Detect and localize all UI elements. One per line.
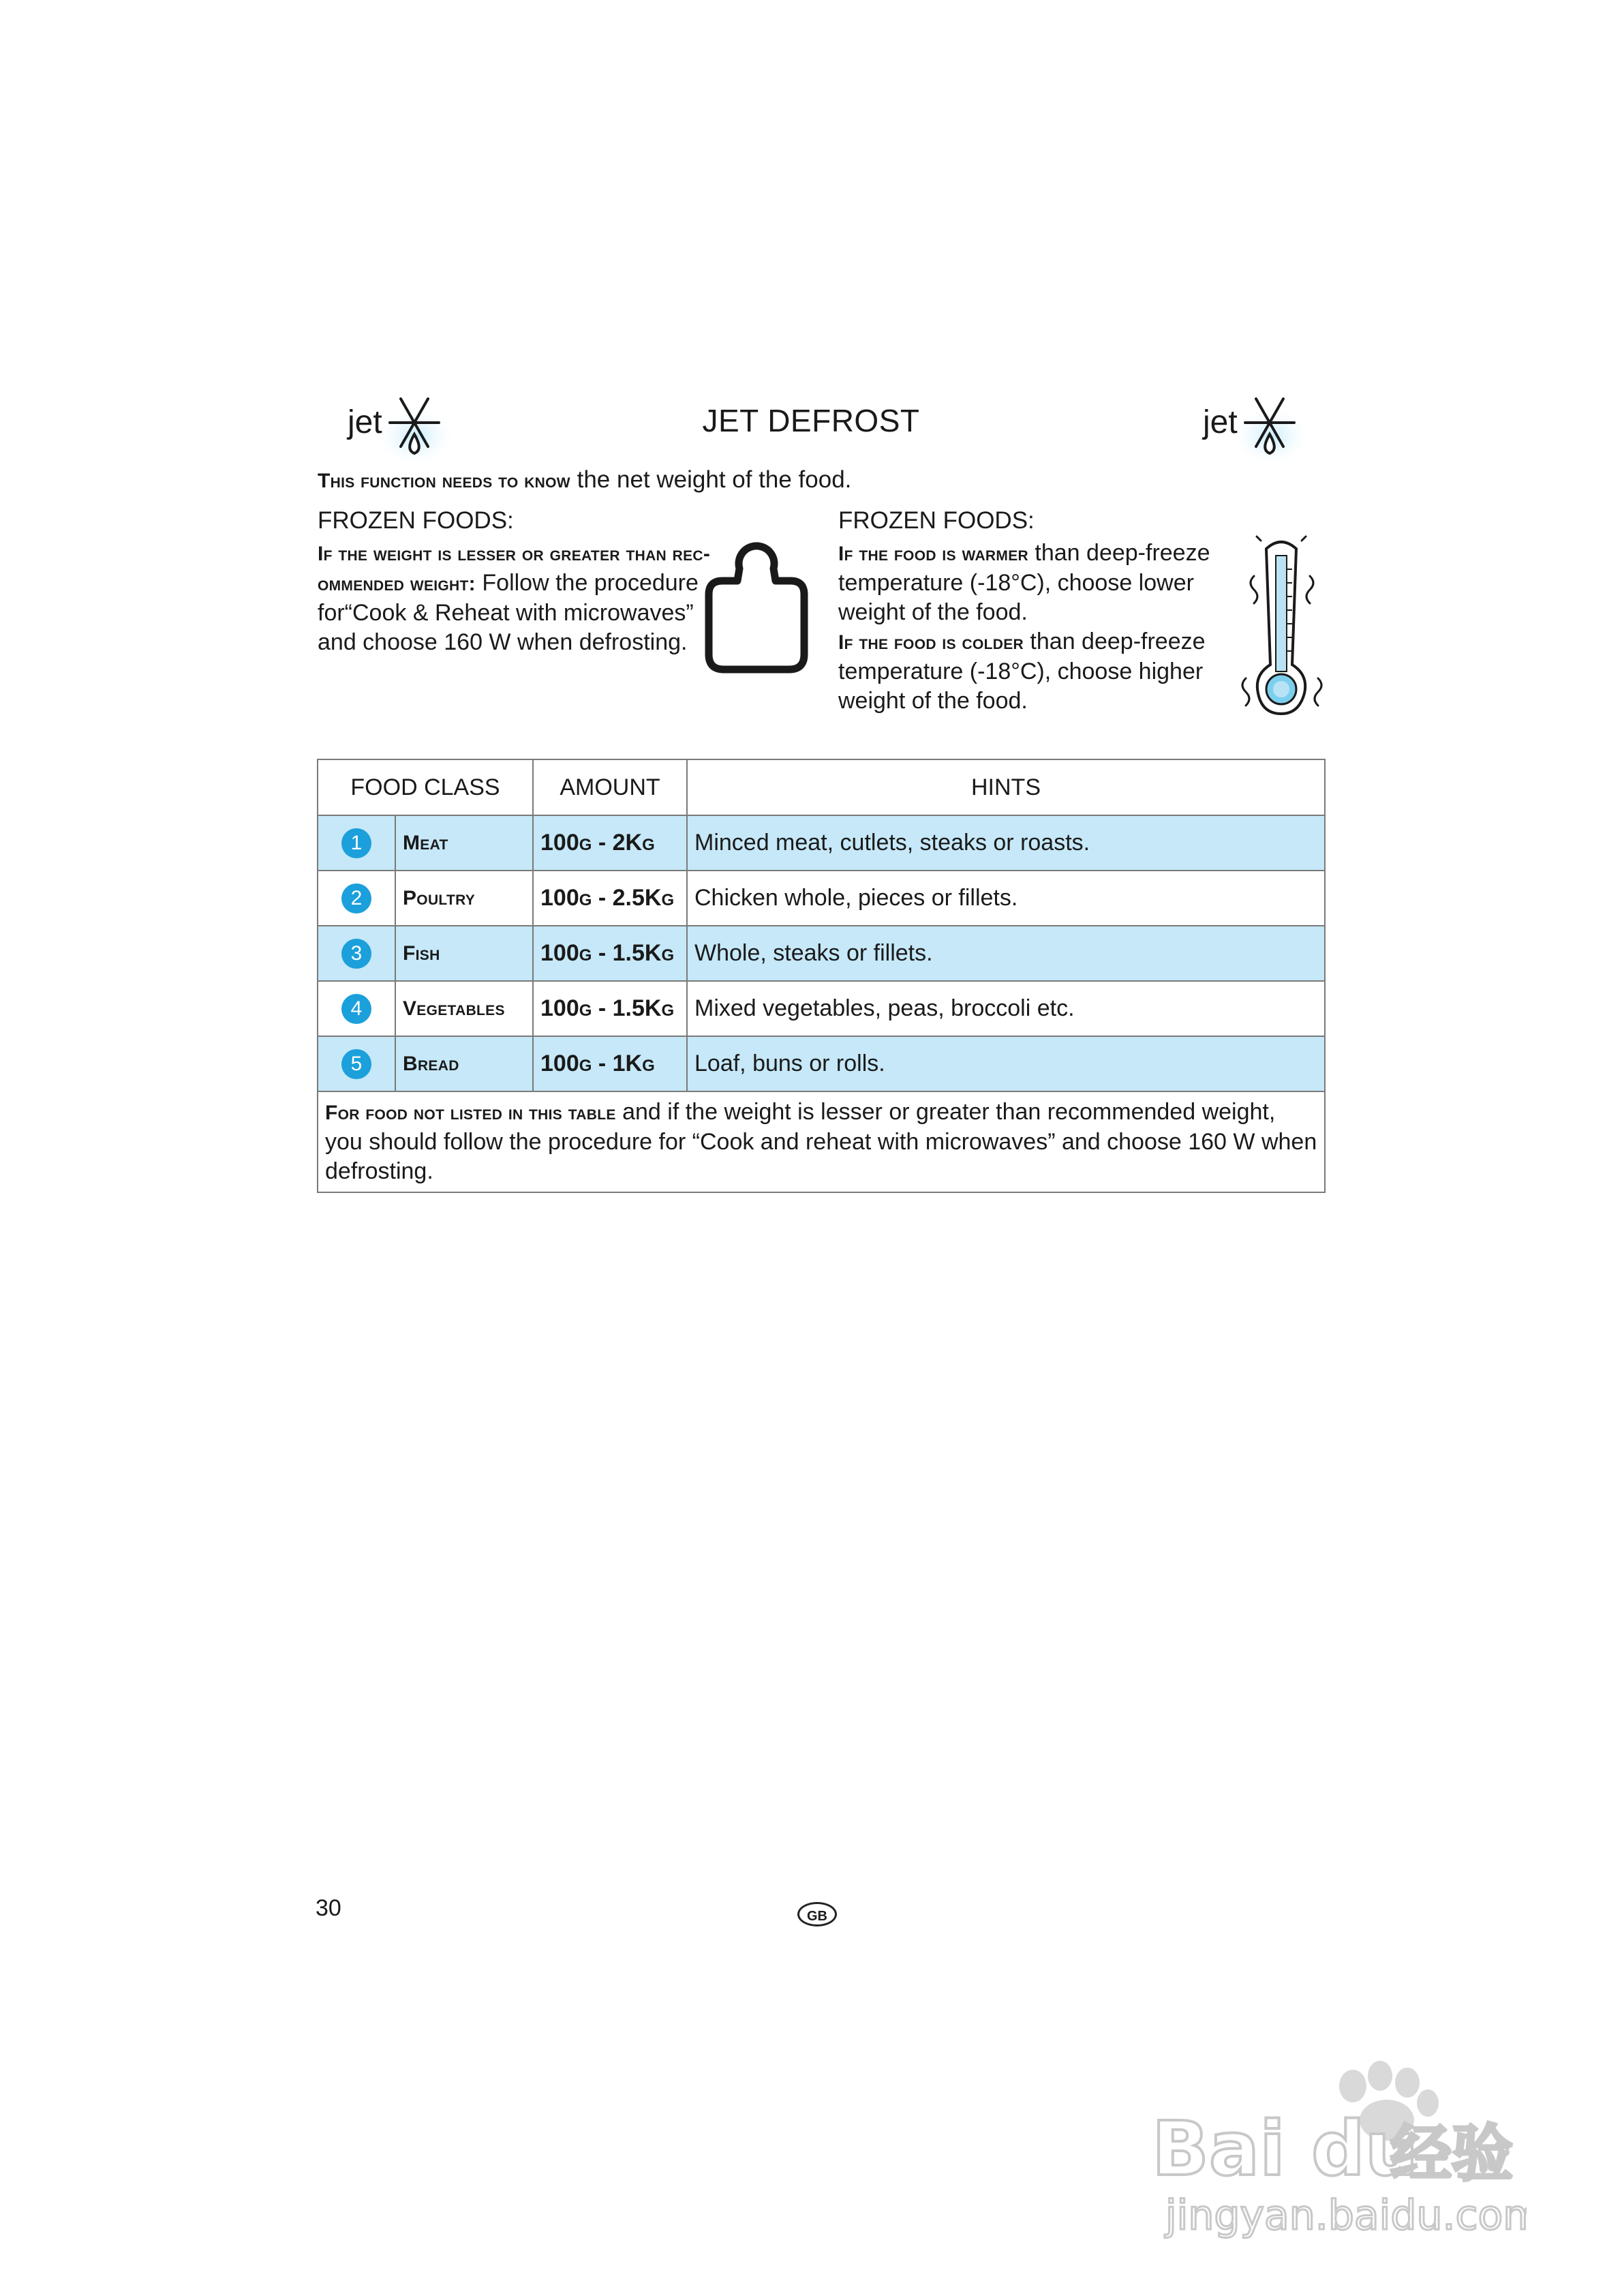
amount: 100g - 1.5Kg	[533, 981, 687, 1036]
header-amount: AMOUNT	[533, 759, 687, 815]
warmer-lead: If the food is warmer	[838, 543, 1028, 565]
watermark-brand: Bai du	[1152, 2105, 1419, 2192]
number-badge: 1	[341, 828, 371, 858]
country-badge: GB	[797, 1902, 837, 1927]
page-title: JET DEFROST	[702, 403, 920, 438]
hint: Whole, steaks or fillets.	[687, 926, 1325, 981]
table-row	[318, 815, 1325, 871]
left-rest: Follow the procedure for“Cook & Reheat with microwaves” and choose 160 W when defrosting.	[318, 570, 699, 655]
table-row	[318, 1036, 1325, 1091]
header-food-class: FOOD CLASS	[318, 759, 533, 815]
hint: Loaf, buns or rolls.	[687, 1036, 1325, 1091]
number-badge: 5	[341, 1049, 371, 1079]
amount: 100g - 1.5Kg	[533, 926, 687, 981]
hint: Chicken whole, pieces or fillets.	[687, 871, 1325, 926]
food-class: Vegetables	[395, 981, 533, 1036]
colder-lead: If the food is colder	[838, 631, 1024, 654]
right-paragraph	[838, 539, 1247, 716]
watermark-brand-cn: 经验	[1390, 2118, 1513, 2190]
amount: 100g - 2.5Kg	[533, 871, 687, 926]
watermark-url: jingyan.baidu.com	[1165, 2192, 1527, 2239]
colder-rest: than deep-freeze temperature (-18°C), choose higher weight of the food.	[838, 629, 1206, 714]
food-class: Meat	[395, 815, 533, 871]
amount: 100g - 1Kg	[533, 1036, 687, 1091]
colder-text	[838, 627, 1247, 716]
food-class: Bread	[395, 1036, 533, 1091]
table-row	[318, 981, 1325, 1036]
thermometer-icon	[1234, 535, 1329, 719]
jet-logo-text: jet	[348, 404, 382, 440]
amount: 100g - 2Kg	[533, 815, 687, 871]
table-note	[318, 1091, 1325, 1192]
table-header-row	[318, 759, 1325, 815]
left-lead: If the weight is lesser or greater than rec-ommended weight:	[318, 543, 711, 595]
warmer-rest: than deep-freeze temperature (-18°C), choose lower weight of the food.	[838, 540, 1210, 625]
jet-logo-text: jet	[1203, 404, 1238, 440]
number-badge: 2	[341, 883, 371, 913]
food-table	[317, 759, 1326, 1193]
weight-icon	[702, 540, 811, 678]
note-rest: and if the weight is lesser or greater than recommended weight, you should follow the procedure for “Cook and reheat with microwaves” and choose 160 W when defrosting.	[325, 1099, 1317, 1184]
hint: Minced meat, cutlets, steaks or roasts.	[687, 815, 1325, 871]
note-lead: For food not listed in this table	[325, 1102, 616, 1124]
header-hints: HINTS	[687, 759, 1325, 815]
food-class: Fish	[395, 926, 533, 981]
right-heading: FROZEN FOODS:	[838, 507, 1035, 534]
number-badge: 3	[341, 939, 371, 969]
intro-lead: This function needs to know	[318, 470, 570, 492]
table-row	[318, 871, 1325, 926]
page-number: 30	[316, 1895, 341, 1921]
food-class: Poultry	[395, 871, 533, 926]
watermark	[1145, 2045, 1527, 2250]
table-note-row	[318, 1091, 1325, 1192]
table-row	[318, 926, 1325, 981]
intro-rest: the net weight of the food.	[570, 466, 852, 493]
hint: Mixed vegetables, peas, broccoli etc.	[687, 981, 1325, 1036]
left-paragraph	[318, 539, 726, 657]
number-badge: 4	[341, 994, 371, 1024]
intro-text	[318, 466, 851, 494]
left-heading: FROZEN FOODS:	[318, 507, 514, 534]
warmer-text	[838, 539, 1247, 627]
